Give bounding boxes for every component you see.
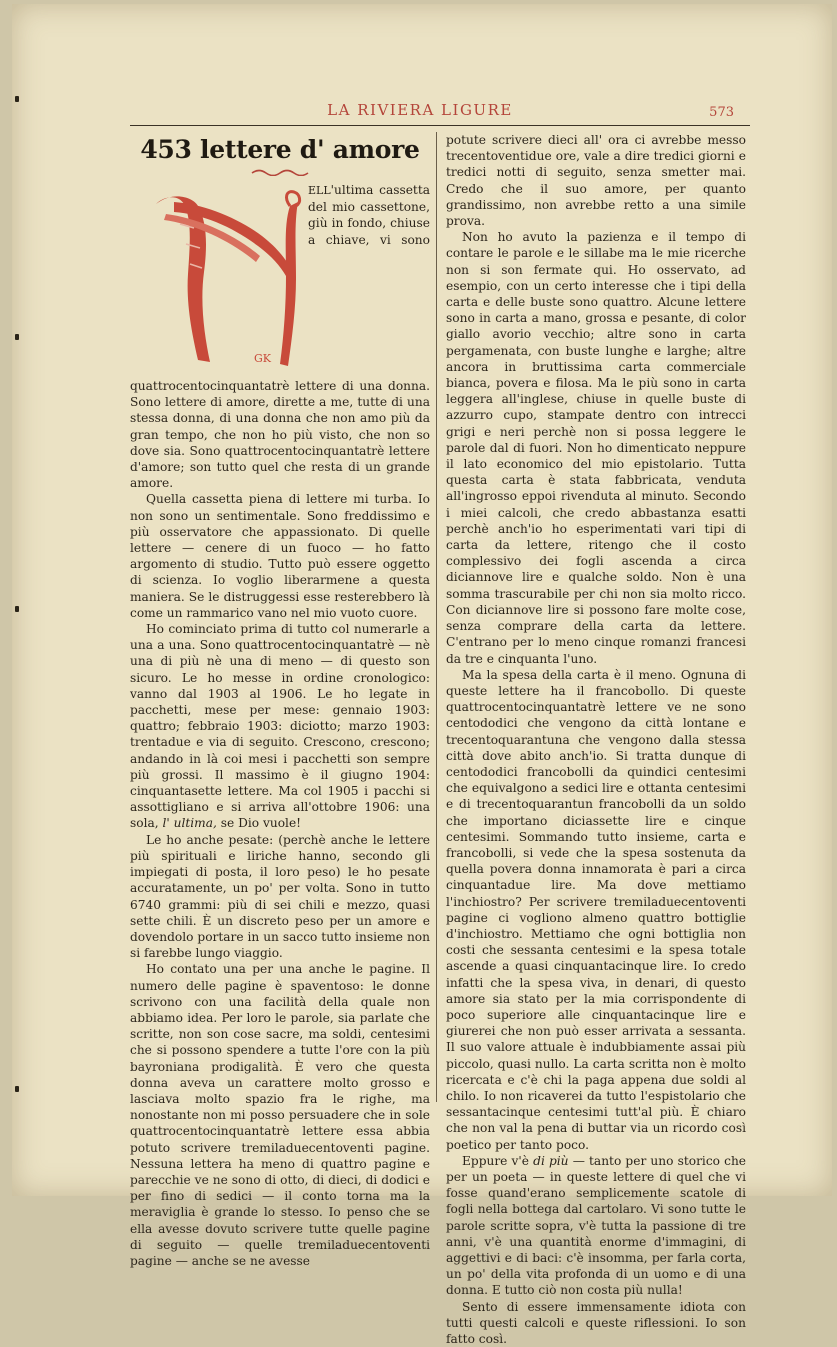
emphasis-text: di più	[533, 1153, 569, 1168]
paragraph-text: Eppure v'è	[462, 1153, 529, 1168]
paragraph: Quella cassetta piena di lettere mi turba. Io non sono un sentimentale. Sono freddissimo e più osservatore che appassionato. Di quelle lettere — cenere di un fuoco — ho fatto argomento di studio. Tutto può essere oggetto di scienza. Io voglio liberarmene a questa maniera. Se le distruggessi esse resterebbero là come un rammarico vano nel mio vuoto cuore.	[130, 492, 430, 620]
paragraph: potute scrivere dieci all' ora ci avrebbe messo trecentoventidue ore, vale a dire tredici giorni e tredici notti di seguito, senza smetter mai. Credo che il suo amore, per quanto grandissimo, non avrebbe retto a una simile prova.	[446, 133, 746, 229]
paragraph-text: — tanto per uno storico che per un poeta — in queste lettere di quel che vi fosse quand'erano semplicemente scatole di fogli nella bottega dal cartolaro. Vi sono tutte le parole scritte sopra, v'è tutta la passione di tre anni, v'è una quantità enorme d'immagini, di aggettivi e di baci: c'è insomma, per farla corta, un po' della vita profonda di un uomo e di una donna. E tutto ciò non costa più nulla!	[446, 1153, 747, 1298]
paragraph: Le ho anche pesate: (perchè anche le lettere più spirituali e liriche hanno, secondo gli impiegati di posta, il loro peso) le ho pesate accuratamente, un po' per volta. Sono in tutto 6740 grammi: più di sei chili e mezzo, quasi sette chili. È un discreto peso per un amore e dovendolo portare in un sacco tutto insieme non si farebbe lungo viaggio.	[130, 832, 430, 961]
paragraph-lead: ELL	[308, 184, 331, 197]
journal-title: LA RIVIERA LIGURE	[327, 101, 513, 119]
running-header	[130, 99, 750, 126]
binding-mark	[15, 334, 19, 340]
paragraph: Ma la spesa della carta è il meno. Ognuna di queste lettere ha il francobollo. Di queste quattrocentocinquantatrè lettere ve ne sono centododici che vengono da città lontane e trecentoquarantuna che vengono dalla stessa città dove abito anch'io. Si tratta dunque di centododici francobolli da quindici centesimi che equivalgono a sedici lire e ottanta centesimi e di trecentoquarantun francobolli da un soldo che importano diciassette lire e cinque centesimi. Sommando tutto insieme, carta e francobolli, si vede che la spesa sostenuta da quella povera donna innamorata è pari a circa cinquantadue lire. Ma dove mettiamo l'inchiostro? Per scrivere tremiladuecentoventi pagine ci vogliono almeno quattro bottiglie d'inchiostro. Mettiamo che ogni bottiglia non costi che sessanta centesimi e la spesa totale ascende a quasi cinquantacinque lire. Io credo infatti che la spesa viva, in denari, di questo amore sia stato per la mia corrispondente di poco superiore alle cinquantacinque lire e giurerei che non può esser arrivata a sessanta. Il suo valore attuale è indubbiamente assai più piccolo, quasi nullo. La carta scritta non è molto ricercata e c'è chi la paga appena due soldi al chilo. Io non ricaverei da tutto l'espistolario che sessantacinque centesimi tutt'al più. È chiaro che non val la pena di buttar via un ricordo così poetico per tanto poco.	[446, 667, 746, 1152]
right-column	[446, 132, 746, 1347]
decorative-initial	[134, 184, 304, 374]
binding-mark	[15, 96, 19, 102]
paragraph	[130, 621, 430, 832]
page-number: 573	[709, 105, 734, 120]
left-column	[130, 132, 430, 1269]
dropcap-monogram: GK	[254, 352, 272, 365]
binding-mark	[15, 1086, 19, 1092]
article-title: 453 lettere d' amore	[140, 135, 420, 164]
paragraph: Non ho avuto la pazienza e il tempo di contare le parole e le sillabe ma le mie ricerche non si son fermate qui. Ho osservato, ad esempio, con un certo interesse che i tipi della carta e delle buste sono quattro. Alcune lettere sono in carta a mano, grossa e pesante, di color giallo avorio vecchio; altre sono in carta pergamenata, con buste lunghe e larghe; altre ancora in bruttissima carta commerciale bianca, povera e filosa. Ma le più sono in carta leggera all'inglese, chiuse in quelle buste di azzurro cupo, stampate dentro con intrecci grigi e neri perchè non si possa leggere le parole dal di fuori. Non ho dimenticato neppure il lato economico del mio epistolario. Tutta questa carta è stata fabbricata, venduta all'ingrosso eppoi rivenduta al minuto. Secondo i miei calcoli, che credo abbastanza esatti perchè anch'io ho esperimentati vari tipi di carta da lettere, ritengo che il costo complessivo dei fogli ascenda a circa diciannove lire e qualche soldo. Non è una somma trascurabile per chi non sia molto ricco. Con diciannove lire si possono fare molte cose, senza comprare della carta da lettere. C'entrano per lo meno cinque romanzi francesi da tre e cinquanta l'uno.	[446, 230, 746, 666]
paragraph: Sento di essere immensamente idiota con tutti questi calcoli e queste riflessioni. Io son fatto così.	[446, 1299, 746, 1347]
paragraph-text: 'ultima cassetta del mio cassettone, giù in fondo, chiuse a chiave, vi sono quattrocentocinquantatrè lettere di una donna. Sono lettere di amore, dirette a me, tutte di una stessa donna, di una donna che non amo più da gran tempo, che non ho più visto, che non so dove sia. Sono quattrocentocinquantatrè lettere d'amore; son tutto quel che resta di un grande amore.	[130, 183, 430, 491]
binding-mark	[15, 606, 19, 612]
wavy-ornament-icon	[250, 168, 310, 176]
ornamental-initial-n-icon	[134, 184, 304, 374]
column-divider	[436, 132, 437, 1102]
paragraph-text: Ho cominciato prima di tutto col numerarle a una a una. Sono quattrocentocinquantatrè — nè una di più nè una di meno — di questo son sicuro. Le ho messe in ordine cronologico: vanno dal 1903 al 1906. Le ho legate in pacchetti, mese per mese: gennaio 1903: quattro; febbraio 1903: diciotto; marzo 1903: trentadue e via di seguito. Crescono, crescono; andando in là coi mesi i pacchetti son sempre più grossi. Il massimo è il giugno 1904: cinquantasette lettere. Ma col 1905 i pacchi si assottigliano e si arriva all'ottobre 1906: una sola,	[130, 622, 430, 831]
paragraph: Ho contato una per una anche le pagine. Il numero delle pagine è spaventoso: le donne scrivono con una facilità della quale non abbiamo idea. Per loro le parole, sia parlate che scritte, non son cose sacre, ma soldi, centesimi che si possono spendere a tutte l'ore con la più bayroniana prodigalità. È vero che questa donna aveva un carattere molto grosso e lasciava molto spazio fra le righe, ma nonostante non mi posso persuadere che in sole quattrocentocinquantatrè lettere essa abbia potuto scrivere tremiladuecentoventi pagine. Nessuna lettera ha meno di quattro pagine e parecchie ve ne sono di otto, di dieci, di dodici e per fino di sedici — il conto torna ma la meraviglia è grande lo stesso. Io penso che se ella avesse dovuto scrivere tutte quelle pagine di seguito — quelle tremiladuecentoventi pagine — anche se ne avesse	[130, 962, 430, 1268]
paragraph	[446, 1153, 746, 1299]
paragraph-text: se Dio vuole!	[220, 816, 302, 831]
emphasis-text: l' ultima,	[162, 816, 217, 831]
